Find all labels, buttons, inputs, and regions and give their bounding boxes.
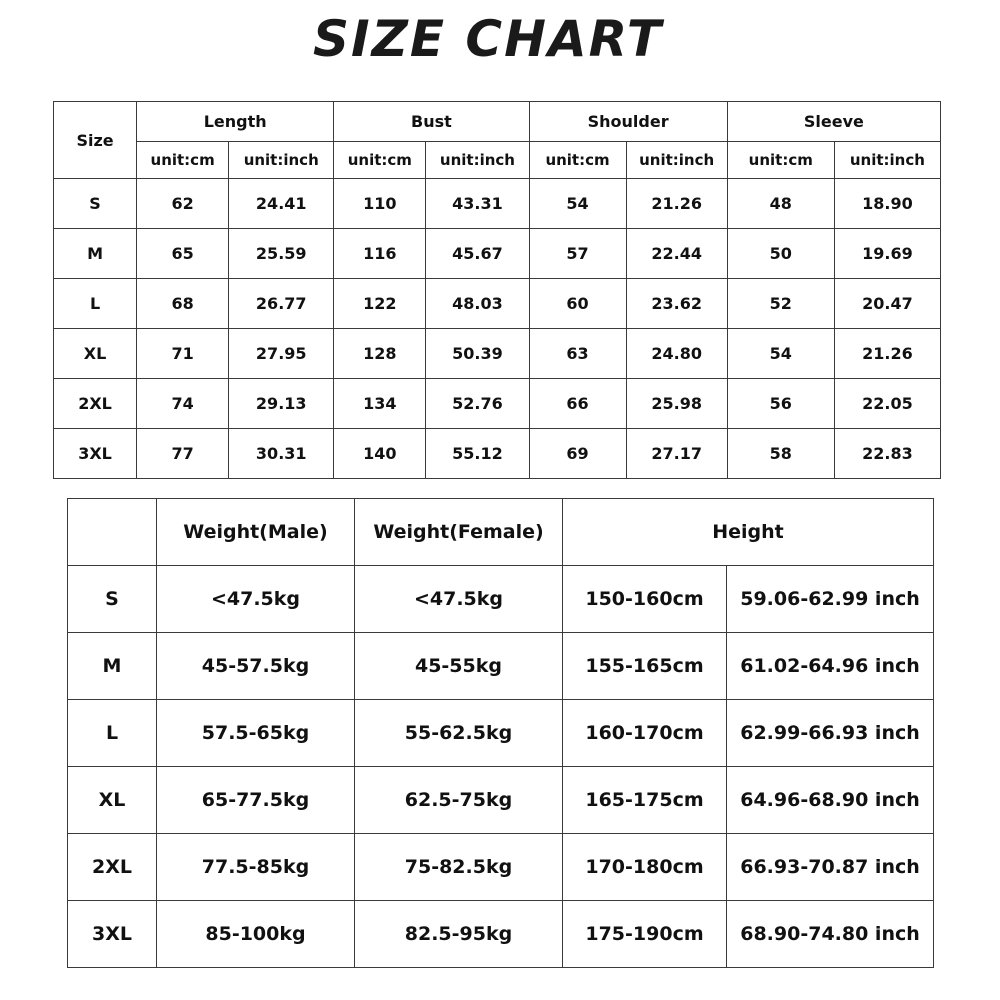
size-header: Size xyxy=(54,102,137,179)
weight-female-cell: 45-55kg xyxy=(355,633,563,700)
value-cell: 58 xyxy=(727,429,834,479)
size-cell: S xyxy=(68,566,157,633)
value-cell: 22.83 xyxy=(834,429,940,479)
unit-inch-label: unit:inch xyxy=(834,142,940,179)
value-cell: 60 xyxy=(529,279,626,329)
size-cell: S xyxy=(54,179,137,229)
value-cell: 27.17 xyxy=(626,429,727,479)
unit-inch-label: unit:inch xyxy=(229,142,334,179)
sleeve-header: Sleeve xyxy=(727,102,940,142)
value-cell: 77 xyxy=(137,429,229,479)
height-inch-cell: 61.02-64.96 inch xyxy=(727,633,934,700)
value-cell: 116 xyxy=(334,229,426,279)
value-cell: 128 xyxy=(334,329,426,379)
height-cm-cell: 160-170cm xyxy=(563,700,727,767)
weight-male-cell: 85-100kg xyxy=(157,901,355,968)
size-cell: L xyxy=(54,279,137,329)
value-cell: 22.05 xyxy=(834,379,940,429)
value-cell: 68 xyxy=(137,279,229,329)
height-cm-cell: 165-175cm xyxy=(563,767,727,834)
table-row xyxy=(68,834,934,901)
page-title: SIZE CHART xyxy=(312,10,664,68)
value-cell: 30.31 xyxy=(229,429,334,479)
weight-male-cell: 77.5-85kg xyxy=(157,834,355,901)
weight-height-table xyxy=(67,498,934,968)
value-cell: 134 xyxy=(334,379,426,429)
height-inch-cell: 59.06-62.99 inch xyxy=(727,566,934,633)
value-cell: 54 xyxy=(529,179,626,229)
size-cell: XL xyxy=(68,767,157,834)
value-cell: 26.77 xyxy=(229,279,334,329)
value-cell: 66 xyxy=(529,379,626,429)
value-cell: 24.41 xyxy=(229,179,334,229)
height-cm-cell: 175-190cm xyxy=(563,901,727,968)
value-cell: 62 xyxy=(137,179,229,229)
table-row xyxy=(68,767,934,834)
size-cell: 2XL xyxy=(68,834,157,901)
value-cell: 65 xyxy=(137,229,229,279)
weight-male-cell: 45-57.5kg xyxy=(157,633,355,700)
value-cell: 57 xyxy=(529,229,626,279)
weight-female-cell: 62.5-75kg xyxy=(355,767,563,834)
value-cell: 140 xyxy=(334,429,426,479)
table-row xyxy=(68,901,934,968)
value-cell: 20.47 xyxy=(834,279,940,329)
table-row xyxy=(54,329,941,379)
value-cell: 21.26 xyxy=(834,329,940,379)
weight-male-cell: 57.5-65kg xyxy=(157,700,355,767)
weight-male-cell: <47.5kg xyxy=(157,566,355,633)
value-cell: 56 xyxy=(727,379,834,429)
unit-cm-label: unit:cm xyxy=(727,142,834,179)
value-cell: 122 xyxy=(334,279,426,329)
value-cell: 24.80 xyxy=(626,329,727,379)
weight-female-header: Weight(Female) xyxy=(355,499,563,566)
table-row xyxy=(54,379,941,429)
value-cell: 25.98 xyxy=(626,379,727,429)
value-cell: 23.62 xyxy=(626,279,727,329)
table-header-row xyxy=(54,102,941,142)
length-header: Length xyxy=(137,102,334,142)
bust-header: Bust xyxy=(334,102,529,142)
height-inch-cell: 66.93-70.87 inch xyxy=(727,834,934,901)
value-cell: 48.03 xyxy=(426,279,529,329)
value-cell: 52.76 xyxy=(426,379,529,429)
value-cell: 52 xyxy=(727,279,834,329)
table-row xyxy=(68,566,934,633)
table-row xyxy=(54,179,941,229)
weight-female-cell: 82.5-95kg xyxy=(355,901,563,968)
table-row xyxy=(68,700,934,767)
value-cell: 110 xyxy=(334,179,426,229)
unit-inch-label: unit:inch xyxy=(426,142,529,179)
value-cell: 63 xyxy=(529,329,626,379)
measurements-table xyxy=(53,101,941,479)
value-cell: 71 xyxy=(137,329,229,379)
unit-cm-label: unit:cm xyxy=(334,142,426,179)
size-cell: 3XL xyxy=(54,429,137,479)
table-row xyxy=(68,633,934,700)
value-cell: 18.90 xyxy=(834,179,940,229)
value-cell: 50.39 xyxy=(426,329,529,379)
value-cell: 21.26 xyxy=(626,179,727,229)
value-cell: 27.95 xyxy=(229,329,334,379)
unit-cm-label: unit:cm xyxy=(137,142,229,179)
table-row xyxy=(54,229,941,279)
value-cell: 19.69 xyxy=(834,229,940,279)
table-header-row xyxy=(68,499,934,566)
height-cm-cell: 155-165cm xyxy=(563,633,727,700)
blank-header xyxy=(68,499,157,566)
unit-cm-label: unit:cm xyxy=(529,142,626,179)
unit-inch-label: unit:inch xyxy=(626,142,727,179)
height-header: Height xyxy=(563,499,934,566)
unit-header-row xyxy=(54,142,941,179)
weight-female-cell: 75-82.5kg xyxy=(355,834,563,901)
value-cell: 29.13 xyxy=(229,379,334,429)
value-cell: 45.67 xyxy=(426,229,529,279)
value-cell: 22.44 xyxy=(626,229,727,279)
size-cell: 3XL xyxy=(68,901,157,968)
value-cell: 25.59 xyxy=(229,229,334,279)
weight-male-header: Weight(Male) xyxy=(157,499,355,566)
weight-male-cell: 65-77.5kg xyxy=(157,767,355,834)
size-cell: M xyxy=(54,229,137,279)
height-cm-cell: 150-160cm xyxy=(563,566,727,633)
value-cell: 69 xyxy=(529,429,626,479)
weight-female-cell: <47.5kg xyxy=(355,566,563,633)
table-row xyxy=(54,279,941,329)
size-cell: L xyxy=(68,700,157,767)
size-cell: M xyxy=(68,633,157,700)
height-inch-cell: 64.96-68.90 inch xyxy=(727,767,934,834)
value-cell: 48 xyxy=(727,179,834,229)
value-cell: 74 xyxy=(137,379,229,429)
weight-female-cell: 55-62.5kg xyxy=(355,700,563,767)
height-cm-cell: 170-180cm xyxy=(563,834,727,901)
table-row xyxy=(54,429,941,479)
height-inch-cell: 62.99-66.93 inch xyxy=(727,700,934,767)
size-cell: 2XL xyxy=(54,379,137,429)
size-cell: XL xyxy=(54,329,137,379)
value-cell: 50 xyxy=(727,229,834,279)
shoulder-header: Shoulder xyxy=(529,102,727,142)
value-cell: 43.31 xyxy=(426,179,529,229)
value-cell: 54 xyxy=(727,329,834,379)
value-cell: 55.12 xyxy=(426,429,529,479)
height-inch-cell: 68.90-74.80 inch xyxy=(727,901,934,968)
